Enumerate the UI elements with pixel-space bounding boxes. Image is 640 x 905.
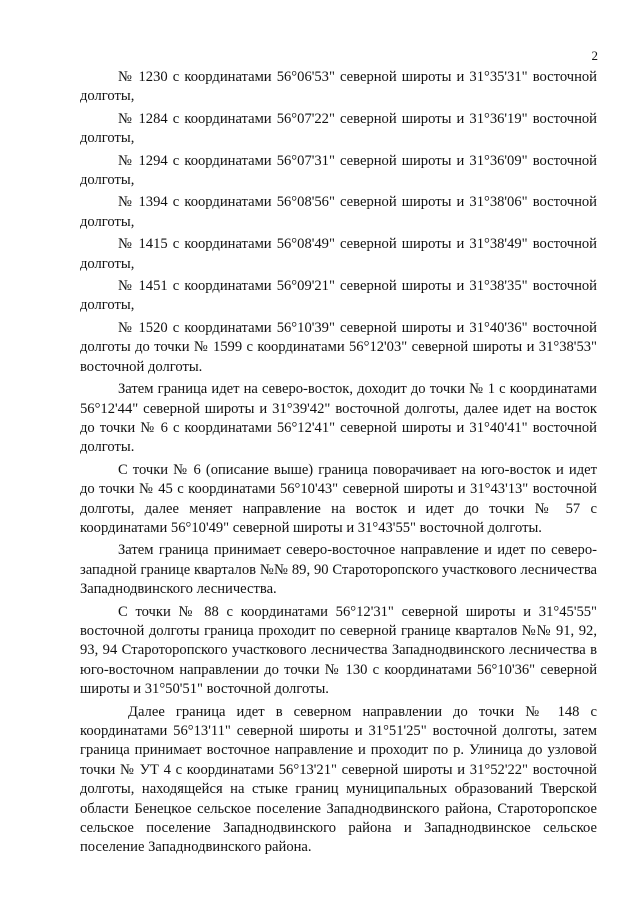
boundary-description-paragraph: Затем граница принимает северо-восточное направление и идет по северо-западной границе кварталов №№ 89, 90 Староторопского участкового лесничества Западнодвинского лесничества. (80, 542, 597, 598)
boundary-description-paragraph: С точки № 88 с координатами 56°12'31" северной широты и 31°45'55" восточной долготы граница проходит по северной границе кварталов №№ 91, 92, 93, 94 Староторопского участкового лесничества Западнодвинского лесничества в юго-восточном направлении до точки № 130 с координатами 56°10'36" северной широты и 31°50'51" восточной долготы. (80, 603, 597, 698)
boundary-point-paragraph: № 1520 с координатами 56°10'39" северной широты и 31°40'36" восточной долготы до точки № 1599 с координатами 56°12'03" северной широты и 31°38'53" восточной долготы. (80, 319, 597, 375)
boundary-description-paragraph: Далее граница идет в северном направлении до точки № 148 с координатами 56°13'11" северной широты и 31°51'25" восточной долготы, затем граница принимает восточное направление и проходит по р. Улиница до узловой точки № УТ 4 с координатами 56°13'21" северной широты и 31°52'22" восточной долготы, находящейся на стыке границ муниципальных образований Тверской области Бенецкое сельское поселение Западнодвинского района, Староторопское сельское поселение Западнодвинского района и Западнодвинское сельское поселение Западнодвинского района. (80, 703, 597, 856)
boundary-point-paragraph: № 1294 с координатами 56°07'31" северной широты и 31°36'09" восточной долготы, (80, 152, 597, 189)
boundary-point-paragraph: № 1284 с координатами 56°07'22" северной широты и 31°36'19" восточной долготы, (80, 110, 597, 147)
boundary-point-paragraph: № 1394 с координатами 56°08'56" северной широты и 31°38'06" восточной долготы, (80, 194, 597, 230)
boundary-point-paragraph: № 1230 с координатами 56°06'53" северной широты и 31°35'31" восточной долготы, (80, 69, 597, 105)
document-body (80, 68, 597, 861)
boundary-description-paragraph: С точки № 6 (описание выше) граница поворачивает на юго-восток и идет до точки № 45 с координатами 56°10'43" северной широты и 31°43'13" восточной долготы, далее меняет направление на восток и идет до точки № 57 с координатами 56°10'49" северной широты и 31°43'55" восточной долготы. (80, 461, 597, 536)
page-number: 2 (591, 48, 598, 63)
boundary-point-paragraph: № 1415 с координатами 56°08'49" северной широты и 31°38'49" восточной долготы, (80, 236, 597, 272)
boundary-description-paragraph: Затем граница идет на северо-восток, доходит до точки № 1 с координатами 56°12'44" северной широты и 31°39'42" восточной долготы, далее идет на восток до точки № 6 с координатами 56°12'41" северной широты и 31°40'41" восточной долготы. (80, 381, 597, 456)
boundary-point-paragraph: № 1451 с координатами 56°09'21" северной широты и 31°38'35" восточной долготы, (80, 278, 597, 314)
